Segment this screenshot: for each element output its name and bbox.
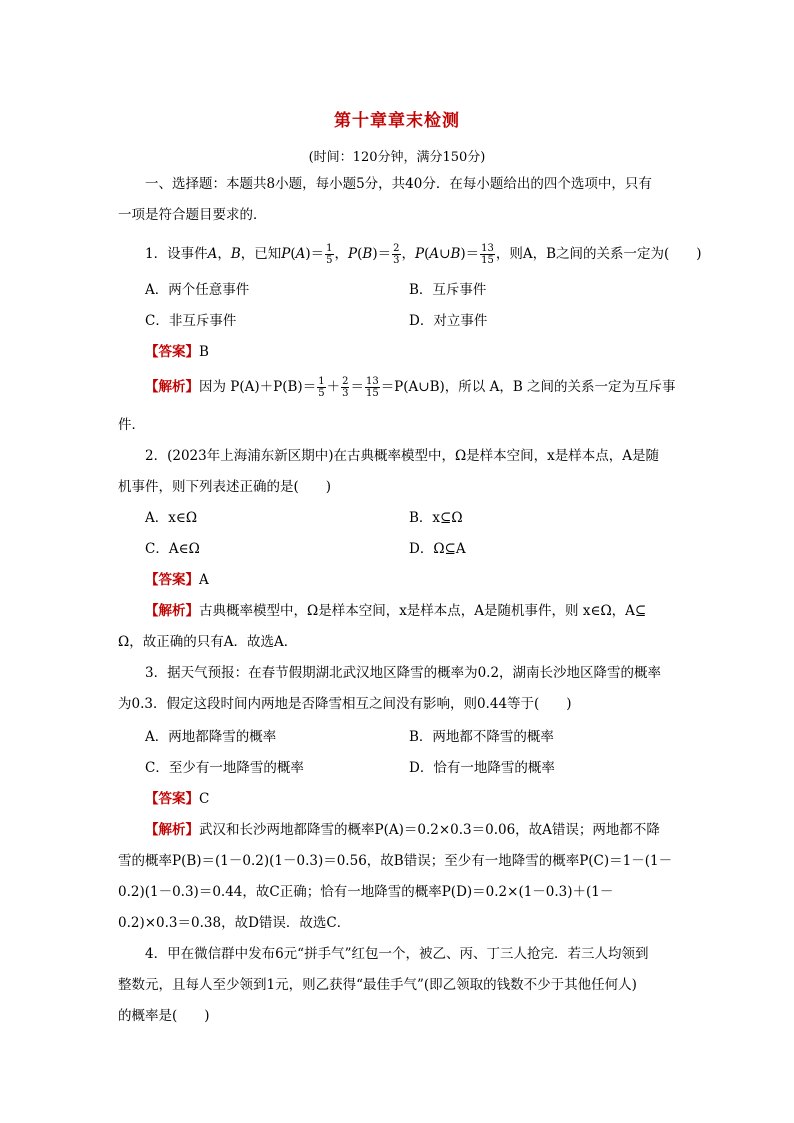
- question-2-line2: 机事件，则下列表述正确的是( ): [118, 479, 332, 495]
- q2-option-d: D．Ω⊆A: [409, 541, 466, 557]
- q1-option-c: C．非互斥事件: [145, 313, 237, 329]
- q3-analysis-line4: 0.2)×0.3＝0.38，故D错误．故选C．: [118, 915, 351, 931]
- q3-analysis-line1: 【解析】武汉和长沙两地都降雪的概率P(A)＝0.2×0.3＝0.06，故A错误；两地都不降: [145, 822, 660, 838]
- fraction: $\frac{1}{5}$: [318, 376, 325, 399]
- q3-option-c: C．至少有一地降雪的概率: [145, 760, 304, 776]
- question-3-line1: 3．据天气预报：在春节假期湖北武汉地区降雪的概率为0.2，湖南长沙地区降雪的概率: [145, 665, 662, 681]
- question-4-line2: 整数元，且每人至少领到1元，则乙获得“最佳手气”(即乙领取的钱数不少于其他任何人): [118, 977, 637, 993]
- question-4-line3: 的概率是( ): [118, 1008, 210, 1024]
- q3-answer: 【答案】C: [145, 791, 210, 807]
- q1-analysis-line2: 件．: [118, 417, 145, 433]
- fraction: $\frac{13}{15}$: [365, 376, 379, 399]
- q1-analysis-line1: 【解析】因为 P(A)＋P(B)＝ $\frac{1}{5}$ ＋ $\frac{2}{3}$ ＝ $\frac{13}{15}$ ＝P(A∪B)，所以 A，B 之间的关系一定为互斥事: [145, 376, 676, 399]
- question-4-line1: 4．甲在微信群中发布6元“拼手气”红包一个，被乙、丙、丁三人抢完．若三人均领到: [145, 946, 649, 962]
- q2-analysis-line2: Ω，故正确的只有A．故选A．: [118, 634, 298, 650]
- section-heading-line2: 一项是符合题目要求的．: [118, 207, 267, 223]
- q1-option-d: D．对立事件: [409, 313, 488, 329]
- q1-option-b: B．互斥事件: [409, 282, 487, 298]
- q1-option-a: A．两个任意事件: [145, 282, 250, 298]
- exam-info: (时间：120分钟，满分150分): [308, 150, 486, 165]
- q3-option-b: B．两地都不降雪的概率: [409, 729, 554, 745]
- q2-option-b: B．x⊆Ω: [409, 510, 463, 526]
- question-2-line1: 2．(2023年上海浦东新区期中)在古典概率模型中，Ω是样本空间，x是样本点，A是随: [145, 448, 660, 464]
- question-1-stem: 1．设事件A，B，已知P(A)＝ $\frac{1}{5}$ ，P(B)＝ $\frac{2}{3}$ ，P(A∪B)＝ $\frac{13}{15}$ ，则A，B之间的关系一定为( ): [145, 243, 702, 266]
- q2-option-a: A．x∈Ω: [145, 510, 198, 526]
- question-3-line2: 为0.3．假定这段时间内两地是否降雪相互之间没有影响，则0.44等于( ): [118, 696, 572, 712]
- q2-option-c: C．A∈Ω: [145, 541, 200, 557]
- fraction: $\frac{13}{15}$: [481, 243, 494, 266]
- fraction: $\frac{2}{3}$: [393, 243, 400, 266]
- q2-answer: 【答案】A: [145, 572, 209, 588]
- section-heading-line1: 一、选择题：本题共8小题，每小题5分，共40分．在每小题给出的四个选项中，只有: [145, 176, 652, 192]
- page-title: 第十章章末检测: [334, 111, 460, 131]
- fraction: $\frac{2}{3}$: [342, 376, 349, 399]
- q3-option-d: D．恰有一地降雪的概率: [409, 760, 555, 776]
- q3-option-a: A．两地都降雪的概率: [145, 729, 277, 745]
- q3-analysis-line3: 0.2)(1－0.3)＝0.44，故C正确；恰有一地降雪的概率P(D)＝0.2×(1－0.3)＋(1－: [118, 884, 614, 900]
- q3-analysis-line2: 雪的概率P(B)＝(1－0.2)(1－0.3)＝0.56，故B错误；至少有一地降雪的概率P(C)＝1－(1－: [118, 853, 673, 869]
- fraction: $\frac{1}{5}$: [326, 243, 333, 266]
- q1-answer: 【答案】B: [145, 344, 209, 360]
- q2-analysis-line1: 【解析】古典概率模型中，Ω是样本空间，x是样本点，A是随机事件，则 x∈Ω，A⊆: [145, 603, 647, 619]
